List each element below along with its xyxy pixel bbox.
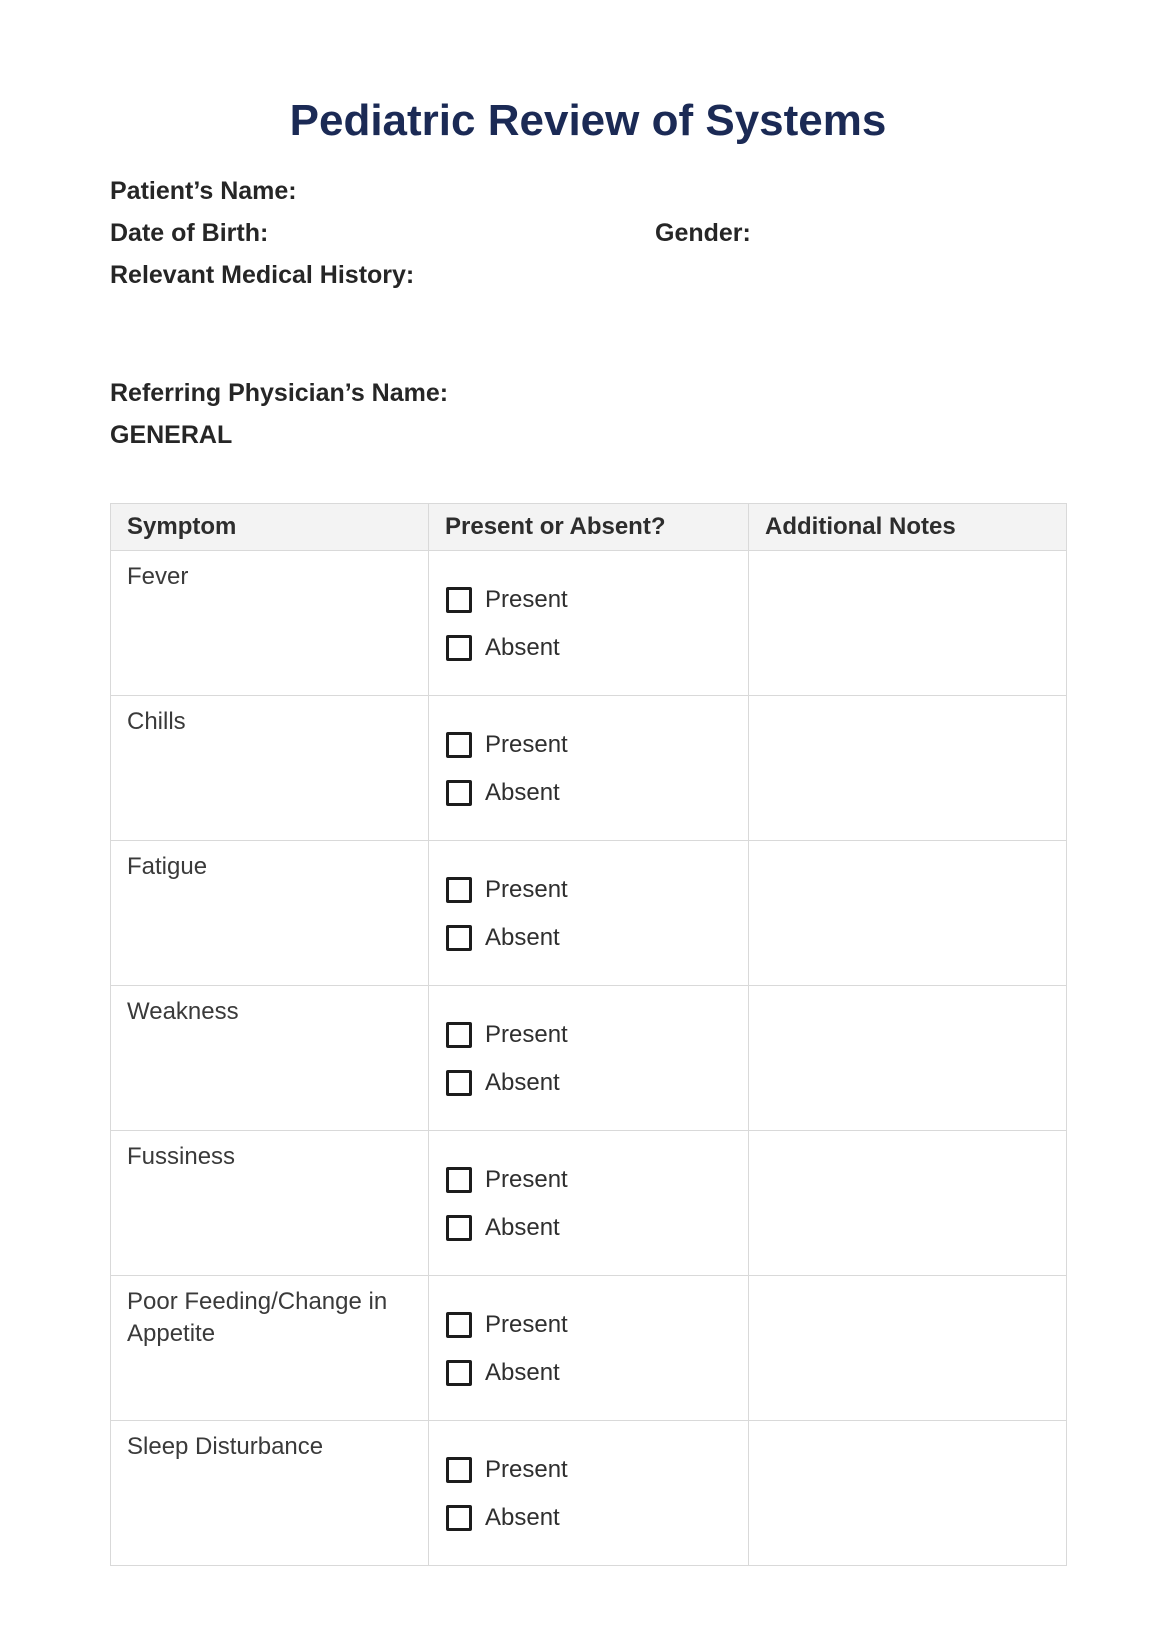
present-absent-cell xyxy=(429,695,749,840)
column-header-symptom: Symptom xyxy=(111,503,429,550)
present-label: Present xyxy=(485,1310,568,1338)
absent-option xyxy=(446,635,748,661)
medical-history-label: Relevant Medical History: xyxy=(110,260,415,289)
absent-checkbox[interactable] xyxy=(446,925,472,951)
absent-checkbox[interactable] xyxy=(446,1070,472,1096)
present-absent-cell xyxy=(429,1275,749,1420)
absent-option xyxy=(446,780,748,806)
present-option xyxy=(446,1457,748,1483)
absent-label: Absent xyxy=(485,633,560,661)
absent-checkbox[interactable] xyxy=(446,1505,472,1531)
patient-name-row xyxy=(110,176,1066,206)
absent-label: Absent xyxy=(485,1503,560,1531)
present-checkbox[interactable] xyxy=(446,1022,472,1048)
present-absent-cell xyxy=(429,1130,749,1275)
general-heading-label: GENERAL xyxy=(110,420,233,449)
present-checkbox[interactable] xyxy=(446,877,472,903)
absent-label: Absent xyxy=(485,778,560,806)
present-option xyxy=(446,587,748,613)
present-checkbox[interactable] xyxy=(446,1167,472,1193)
symptom-cell: Fatigue xyxy=(111,840,429,985)
patient-name-label: Patient’s Name: xyxy=(110,176,297,205)
absent-option xyxy=(446,1505,748,1531)
present-checkbox[interactable] xyxy=(446,1457,472,1483)
notes-cell[interactable] xyxy=(749,550,1067,695)
referring-physician-label: Referring Physician’s Name: xyxy=(110,378,449,407)
absent-option xyxy=(446,1360,748,1386)
column-header-additional-notes: Additional Notes xyxy=(749,503,1067,550)
table-header-row xyxy=(111,503,1067,550)
absent-checkbox[interactable] xyxy=(446,780,472,806)
table-row xyxy=(111,1130,1067,1275)
patient-info-section xyxy=(110,176,1066,450)
present-checkbox[interactable] xyxy=(446,587,472,613)
present-option xyxy=(446,1167,748,1193)
gender-label: Gender: xyxy=(655,218,751,247)
medical-history-row xyxy=(110,260,1066,290)
symptom-cell: Fever xyxy=(111,550,429,695)
present-option xyxy=(446,1312,748,1338)
table-row xyxy=(111,840,1067,985)
absent-option xyxy=(446,1070,748,1096)
symptom-cell: Fussiness xyxy=(111,1130,429,1275)
absent-label: Absent xyxy=(485,1068,560,1096)
symptom-cell: Sleep Disturbance xyxy=(111,1420,429,1565)
present-label: Present xyxy=(485,1455,568,1483)
symptoms-table xyxy=(110,503,1067,1566)
present-option xyxy=(446,877,748,903)
present-option xyxy=(446,1022,748,1048)
notes-cell[interactable] xyxy=(749,1130,1067,1275)
absent-checkbox[interactable] xyxy=(446,1360,472,1386)
present-checkbox[interactable] xyxy=(446,732,472,758)
symptom-cell: Chills xyxy=(111,695,429,840)
absent-option xyxy=(446,925,748,951)
present-label: Present xyxy=(485,585,568,613)
table-row xyxy=(111,550,1067,695)
present-label: Present xyxy=(485,730,568,758)
present-label: Present xyxy=(485,1020,568,1048)
absent-option xyxy=(446,1215,748,1241)
present-label: Present xyxy=(485,875,568,903)
dob-gender-row xyxy=(110,218,1066,248)
present-checkbox[interactable] xyxy=(446,1312,472,1338)
dob-label: Date of Birth: xyxy=(110,218,269,247)
notes-cell[interactable] xyxy=(749,695,1067,840)
absent-checkbox[interactable] xyxy=(446,635,472,661)
present-absent-cell xyxy=(429,840,749,985)
symptom-cell: Poor Feeding/Change in Appetite xyxy=(111,1275,429,1420)
notes-cell[interactable] xyxy=(749,840,1067,985)
present-absent-cell xyxy=(429,985,749,1130)
page-title: Pediatric Review of Systems xyxy=(289,96,887,145)
absent-checkbox[interactable] xyxy=(446,1215,472,1241)
present-absent-cell xyxy=(429,550,749,695)
referring-physician-row xyxy=(110,378,1066,408)
column-header-present-absent: Present or Absent? xyxy=(429,503,749,550)
present-absent-cell xyxy=(429,1420,749,1565)
table-row xyxy=(111,985,1067,1130)
present-label: Present xyxy=(485,1165,568,1193)
table-row xyxy=(111,1275,1067,1420)
present-option xyxy=(446,732,748,758)
table-row xyxy=(111,695,1067,840)
absent-label: Absent xyxy=(485,1213,560,1241)
absent-label: Absent xyxy=(485,1358,560,1386)
section-heading-general xyxy=(110,420,1066,450)
absent-label: Absent xyxy=(485,923,560,951)
table-row xyxy=(111,1420,1067,1565)
notes-cell[interactable] xyxy=(749,1420,1067,1565)
symptom-cell: Weakness xyxy=(111,985,429,1130)
notes-cell[interactable] xyxy=(749,985,1067,1130)
notes-cell[interactable] xyxy=(749,1275,1067,1420)
